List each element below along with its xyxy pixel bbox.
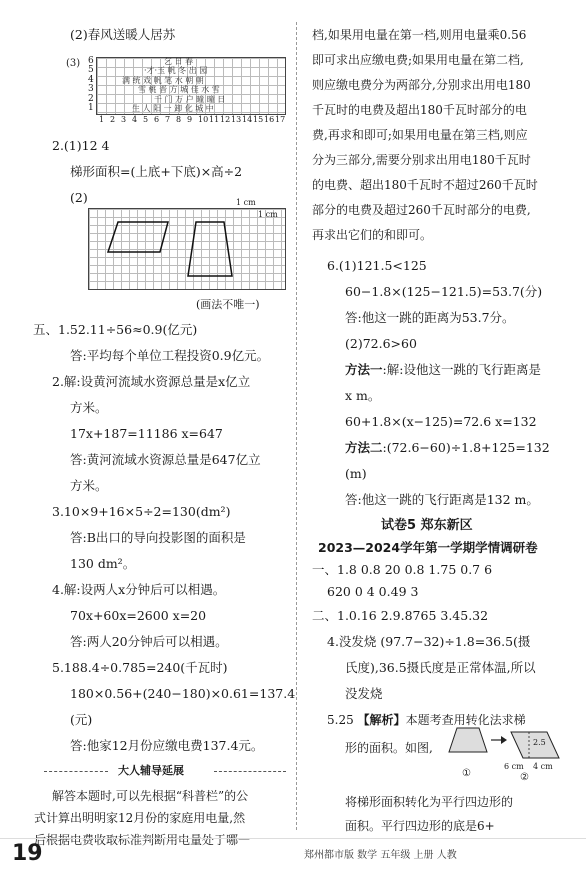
analysis-text: 分为三部分,需要分别求出用电180千瓦时 bbox=[312, 153, 531, 167]
column-divider bbox=[296, 22, 297, 830]
answer-line: 方米。 bbox=[70, 400, 108, 415]
trapezoid-2 bbox=[188, 222, 232, 276]
answer-line: 五、1.52.11÷56≈0.9(亿元) bbox=[33, 322, 198, 337]
conversion-figure bbox=[445, 722, 565, 766]
grid-y-axis: 6 5 4 3 2 1 bbox=[88, 56, 94, 114]
divider-left bbox=[44, 771, 108, 772]
answer-line: 60−1.8×(125−121.5)=53.7(分) bbox=[345, 284, 543, 299]
answer-line: 答:B出口的导向投影图的面积是 bbox=[70, 530, 246, 545]
method-two-label: 方法二 bbox=[345, 440, 383, 455]
page-footer bbox=[0, 838, 586, 875]
answer-line: 没发烧 bbox=[345, 686, 383, 701]
scale-label-vertical: 1 cm bbox=[258, 210, 278, 219]
answer-line: (m) bbox=[345, 466, 367, 481]
answer-line: 17x+187=11186 x=647 bbox=[70, 426, 223, 441]
answer-line: 梯形面积=(上底+下底)×高÷2 bbox=[70, 164, 243, 179]
method-one-label: 方法一 bbox=[345, 362, 383, 377]
answer-line: 60+1.8×(x−125)=72.6 x=132 bbox=[345, 414, 537, 429]
answer-line: 氏度),36.5摄氏度是正常体温,所以 bbox=[345, 660, 536, 675]
analysis-text: 档,如果用电量在第一档,则用电量乘0.56 bbox=[312, 28, 527, 42]
figure-width-label: 4 cm bbox=[533, 762, 553, 771]
answer-line: (2)春风送暖人居苏 bbox=[70, 27, 176, 42]
analysis-text: 则应缴电费分为两部分,分别求出用电180 bbox=[312, 78, 531, 92]
exam-number: 试卷5 郑东新区 bbox=[381, 518, 473, 533]
figure-width-label: 6 cm bbox=[504, 762, 524, 771]
answer-line: (元) bbox=[70, 712, 93, 727]
figure-caption: ② bbox=[520, 772, 529, 783]
answer-line: 答:他这一跳的飞行距离是132 m。 bbox=[345, 492, 539, 507]
grid-x-axis: 1 2 3 4 5 6 7 8 9 1011121314151617 bbox=[99, 115, 286, 124]
answer-line: 一、1.8 0.8 20 0.8 1.75 0.7 6 bbox=[312, 562, 493, 577]
answer-line: 方米。 bbox=[70, 478, 108, 493]
answer-line: 2.解:设黄河流域水资源总量是x亿立 bbox=[52, 374, 251, 389]
figure-height-label: 2.5 bbox=[533, 738, 546, 747]
answer-line: x m。 bbox=[345, 388, 381, 403]
figure-caption: ① bbox=[462, 768, 471, 779]
guide-text: 解答本题时,可以先根据“科普栏”的公 bbox=[52, 789, 249, 803]
scale-label-horizontal: 1 cm bbox=[236, 198, 256, 207]
analysis-text: 的电费、超出180千瓦时不超过260千瓦时 bbox=[312, 178, 538, 192]
answer-line: 4.解:设两人x分钟后可以相遇。 bbox=[52, 582, 226, 597]
guide-text: 后根据电费收取标准判断用电量处于哪一 bbox=[34, 833, 251, 847]
answer-line: 方法二:(72.6−60)÷1.8+125=132 bbox=[345, 440, 550, 455]
answer-line: 130 dm²。 bbox=[70, 556, 136, 571]
answer-line: 答:两人20分钟后可以相遇。 bbox=[70, 634, 228, 649]
guide-text: 式计算出明明家12月份的家庭用电量,然 bbox=[34, 811, 246, 825]
answer-line: 5.25 【解析】本题考查用转化法求梯 bbox=[327, 713, 526, 727]
trapezoid-1 bbox=[108, 222, 168, 252]
answer-line: 70x+60x=2600 x=20 bbox=[70, 608, 207, 623]
trapezoid-figures bbox=[88, 208, 284, 288]
analysis-text: 部分的电费及超过260千瓦时部分的电费, bbox=[312, 203, 531, 217]
answer-line: 3.10×9+16×5÷2=130(dm²) bbox=[52, 504, 231, 519]
answer-line: 方法一:解:设他这一跳的飞行距离是 bbox=[345, 362, 541, 377]
page-number: 19 bbox=[12, 841, 43, 866]
analysis-text: 再求出它们的和即可。 bbox=[312, 228, 433, 242]
analysis-text: 费,再求和即可;如果用电量在第三档,则应 bbox=[312, 128, 528, 142]
answer-line: (2)72.6>60 bbox=[345, 336, 417, 351]
answer-line: 180×0.56+(240−180)×0.61=137.4 bbox=[70, 686, 296, 701]
answer-line: 5.188.4÷0.785=240(千瓦时) bbox=[52, 660, 228, 675]
answer-line: 形的面积。如图, bbox=[345, 741, 433, 755]
footer-info: 郑州都市版 数学 五年级 上册 人教 bbox=[304, 850, 457, 861]
answer-line: 4.没发烧 (97.7−32)÷1.8=36.5(摄 bbox=[327, 634, 531, 649]
grid-label: (3) bbox=[66, 58, 81, 69]
analysis-text: 千瓦时的电费及超出180千瓦时部分的电 bbox=[312, 103, 527, 117]
answer-line: 答:他这一跳的距离为53.7分。 bbox=[345, 310, 515, 325]
analysis-text: 即可求出应缴电费;如果用电量在第二档, bbox=[312, 53, 524, 67]
answer-line: 答:平均每个单位工程投资0.9亿元。 bbox=[70, 348, 270, 363]
exam-title: 2023—2024学年第一学期学情调研卷 bbox=[318, 540, 538, 555]
drawing-note: (画法不唯一) bbox=[196, 298, 260, 311]
answer-line: 答:他家12月份应缴电费137.4元。 bbox=[70, 738, 264, 753]
guide-heading: 大人辅导延展 bbox=[118, 764, 184, 777]
answer-line: 2.(1)12 4 bbox=[52, 138, 110, 153]
divider-right bbox=[214, 771, 286, 772]
answer-line: 将梯形面积转化为平行四边形的 bbox=[345, 795, 514, 809]
answer-line: 620 0 4 0.49 3 bbox=[327, 584, 419, 599]
answer-line: 二、1.0.16 2.9.8765 3.45.32 bbox=[312, 608, 489, 623]
answer-line: 6.(1)121.5<125 bbox=[327, 258, 427, 273]
answer-line: 答:黄河流域水资源总量是647亿立 bbox=[70, 452, 261, 467]
answer-line: 面积。平行四边形的底是6+ bbox=[345, 819, 495, 833]
answer-line: (2) bbox=[70, 190, 88, 205]
analysis-tag: 【解析】 bbox=[357, 713, 406, 727]
grid-characters: 乞 日 春 ·才·玉 帆 冬 出 园 满 统 戏 帆 笔 水 朝 朝 雪 桃 晋 方 城 佳 水 雪 千 门 万 户 曈 曈 日 生 人 阳 一 卸 化 城 中 bbox=[122, 57, 226, 114]
